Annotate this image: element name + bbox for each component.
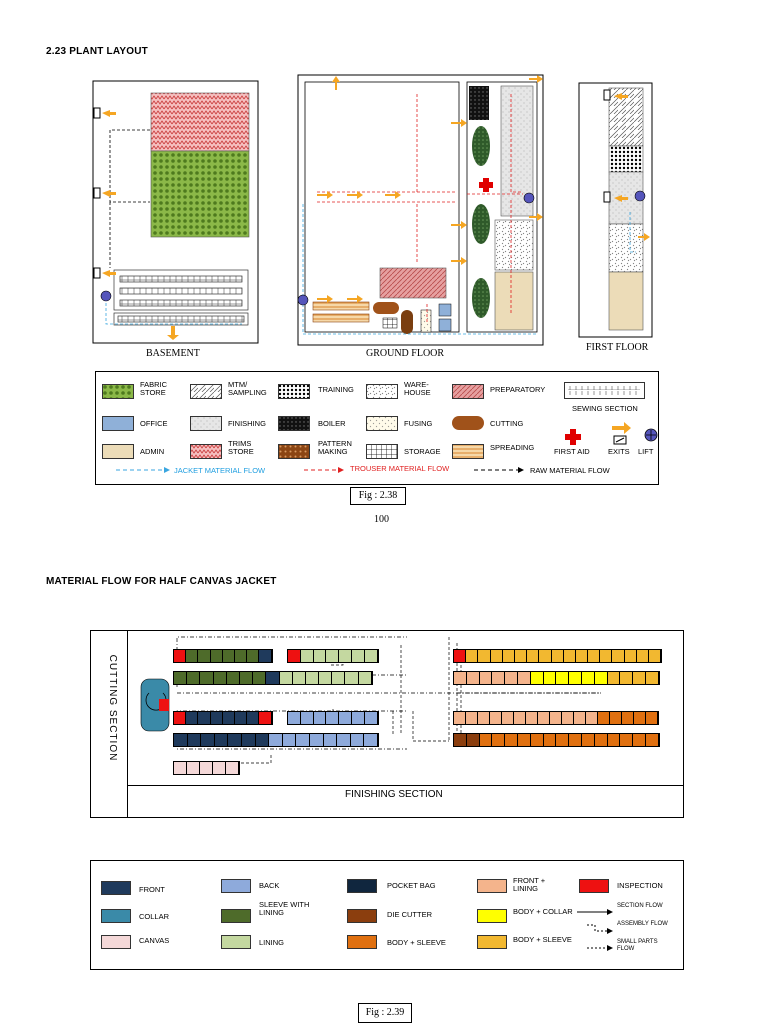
flow-cell: [188, 734, 202, 746]
flow-cell: [634, 712, 646, 724]
flow-cell: [365, 650, 378, 662]
legend-front-lining: FRONT + LINING: [513, 876, 546, 893]
flow-cell: [201, 734, 215, 746]
flow-cell: [454, 712, 466, 724]
flow-line: [173, 671, 373, 685]
swatch-lining: [221, 935, 251, 949]
first-floor-plan: [578, 82, 654, 338]
flow-cell: [490, 712, 502, 724]
flow-cell: [454, 734, 467, 746]
flow-cell: [174, 712, 186, 724]
legend-section-flow: SECTION FLOW: [617, 903, 663, 909]
finishing-section-label: FINISHING SECTION: [345, 789, 443, 800]
flow-line: [453, 671, 660, 685]
flow-cell: [240, 672, 253, 684]
fig-2-38-caption: Fig : 2.38: [350, 487, 406, 505]
flow-cell: [186, 650, 198, 662]
swatch-collar: [101, 909, 131, 923]
exit-icon: [610, 420, 632, 446]
flow-cell: [467, 734, 480, 746]
flow-cell: [314, 712, 327, 724]
flow-cell: [564, 650, 576, 662]
legend-preparatory: PREPARATORY: [490, 385, 546, 394]
legend-pocket-bag: POCKET BAG: [387, 881, 436, 890]
flow-cell: [339, 712, 352, 724]
legend-finishing: FINISHING: [228, 419, 266, 428]
swatch-body-sleeve-gold: [477, 935, 507, 949]
flow-cell: [296, 734, 310, 746]
flow-cell: [301, 712, 314, 724]
legend-collar: COLLAR: [139, 912, 170, 921]
flow-cell: [646, 734, 659, 746]
legend-assembly-flow: ASSEMBLY FLOW: [617, 921, 668, 927]
basement-plan: [92, 80, 260, 344]
flow-cell: [247, 650, 259, 662]
flow-cell: [582, 734, 595, 746]
flow-cell: [466, 650, 478, 662]
flow-cell: [198, 712, 210, 724]
flow-cell: [211, 650, 223, 662]
flow-cell: [608, 734, 621, 746]
flow-cell: [314, 650, 327, 662]
flow-cell: [256, 734, 270, 746]
swatch-sleeve-lining: [221, 909, 251, 923]
flow-cell: [454, 672, 467, 684]
flow-cell: [174, 762, 187, 774]
flow-cell: [625, 650, 637, 662]
flow-cell: [505, 734, 518, 746]
legend-sewing-section: SEWING SECTION: [572, 404, 638, 413]
flow-cell: [352, 712, 365, 724]
flow-cell: [608, 672, 621, 684]
flow-cell: [478, 650, 490, 662]
flow-cell: [283, 734, 297, 746]
flow-cell: [612, 650, 624, 662]
legend-pattern-making: PATTERN MAKING: [318, 439, 352, 456]
flow-cell: [319, 672, 332, 684]
legend-fabric-store: FABRIC STORE: [140, 380, 168, 397]
legend-raw-flow: RAW MATERIAL FLOW: [530, 466, 610, 475]
flow-cell: [364, 734, 378, 746]
flow-cell: [514, 712, 526, 724]
fabric-store-area: [151, 151, 249, 237]
flow-cell: [544, 734, 557, 746]
flow-cell: [552, 650, 564, 662]
flow-cell: [223, 650, 235, 662]
flow-cell: [518, 672, 531, 684]
legend-lift: LIFT: [638, 447, 654, 456]
trims-store-area: [151, 93, 249, 151]
legend-office: OFFICE: [140, 419, 168, 428]
flow-cell: [491, 650, 503, 662]
swatch-body-collar: [477, 909, 507, 923]
flow-cell: [527, 650, 539, 662]
flow-cell: [288, 650, 301, 662]
flow-cell: [637, 650, 649, 662]
legend-exits: EXITS: [608, 447, 630, 456]
flow-cell: [539, 650, 551, 662]
flow-cell: [326, 650, 339, 662]
flow-cell: [502, 712, 514, 724]
flow-cell: [620, 734, 633, 746]
legend-warehouse: WARE- HOUSE: [404, 380, 431, 397]
legend-cutting: CUTTING: [490, 419, 524, 428]
flow-cell: [228, 734, 242, 746]
flow-cell: [550, 712, 562, 724]
flow-cell: [595, 734, 608, 746]
flow-cell: [480, 672, 493, 684]
swatch-front-lining: [477, 879, 507, 893]
flow-cell: [288, 712, 301, 724]
legend-storage: STORAGE: [404, 447, 441, 456]
flow-cell: [588, 650, 600, 662]
flow-line: [453, 649, 662, 663]
swatch-canvas: [101, 935, 131, 949]
swatch-admin: [102, 444, 134, 459]
basement-label: BASEMENT: [146, 348, 200, 359]
flow-cell: [215, 734, 229, 746]
flow-cell: [332, 672, 345, 684]
flow-cell: [235, 712, 247, 724]
flow-cell: [600, 650, 612, 662]
flow-cell: [324, 734, 338, 746]
flow-cell: [352, 650, 365, 662]
flow-cell: [359, 672, 372, 684]
flow-cell: [454, 650, 466, 662]
flow-cell: [556, 672, 569, 684]
flow-cell: [646, 672, 659, 684]
section-title-plant-layout: 2.23 PLANT LAYOUT: [46, 46, 148, 57]
legend-jacket-flow: JACKET MATERIAL FLOW: [174, 466, 266, 475]
fig-2-39-caption: Fig : 2.39: [358, 1003, 412, 1023]
flow-cell: [235, 650, 247, 662]
flow-line: [173, 761, 240, 775]
flow-cell: [633, 672, 646, 684]
flow-cell: [492, 672, 505, 684]
flow-cell: [562, 712, 574, 724]
legend-body-sleeve: BODY + SLEEVE: [387, 938, 446, 947]
flow-cell: [480, 734, 493, 746]
first-aid-icon: [564, 428, 582, 446]
flow-cell: [598, 712, 610, 724]
flow-cell: [247, 712, 259, 724]
flow-cell: [227, 672, 240, 684]
flow-cell: [198, 650, 210, 662]
flow-cell: [253, 672, 266, 684]
legend-mtm-sampling: MTM/ SAMPLING: [228, 380, 267, 397]
flow-cell: [306, 672, 319, 684]
flow-cell: [595, 672, 608, 684]
flow-line: [173, 711, 273, 725]
flow-cell: [223, 712, 235, 724]
swatch-cutting: [452, 416, 484, 430]
legend-fusing: FUSING: [404, 419, 433, 428]
flow-cell: [574, 712, 586, 724]
flow-cell: [174, 734, 188, 746]
flow-cell: [280, 672, 293, 684]
material-flow-diagram: [90, 630, 684, 818]
legend-canvas: CANVAS: [139, 936, 170, 945]
flow-cell: [633, 734, 646, 746]
plant-layout-legend: [95, 371, 659, 485]
legend-spreading: SPREADING: [490, 443, 535, 452]
flow-cell: [200, 762, 213, 774]
swatch-inspection: [579, 879, 609, 893]
flow-line: [453, 733, 660, 747]
flow-cell: [582, 672, 595, 684]
page-number: 100: [374, 514, 389, 525]
flow-cell: [569, 734, 582, 746]
flow-cell: [345, 672, 358, 684]
flow-cell: [515, 650, 527, 662]
flow-cell: [620, 672, 633, 684]
cutting-section-label: CUTTING SECTION: [107, 654, 118, 762]
flow-cell: [646, 712, 658, 724]
flow-cell: [242, 734, 256, 746]
flow-cell: [503, 650, 515, 662]
flow-cell: [365, 712, 378, 724]
flow-cell: [259, 650, 271, 662]
flow-cell: [187, 762, 200, 774]
flow-cell: [269, 734, 283, 746]
flow-cell: [556, 734, 569, 746]
legend-die-cutter: DIE CUTTER: [387, 910, 432, 919]
swatch-pocket-bag: [347, 879, 377, 893]
swatch-office: [102, 416, 134, 431]
legend-back: BACK: [259, 881, 280, 890]
flow-cell: [266, 672, 279, 684]
flow-cell: [339, 650, 352, 662]
section-title-material-flow: MATERIAL FLOW FOR HALF CANVAS JACKET: [46, 576, 277, 587]
flow-cell: [622, 712, 634, 724]
flow-cell: [301, 650, 314, 662]
flow-cell: [526, 712, 538, 724]
flow-cell: [576, 650, 588, 662]
legend-trouser-flow: TROUSER MATERIAL FLOW: [350, 464, 450, 473]
legend-sleeve-lining: SLEEVE WITH LINING: [259, 900, 310, 917]
flow-cell: [326, 712, 339, 724]
ground-floor-label: GROUND FLOOR: [366, 348, 445, 359]
flow-cell: [586, 712, 598, 724]
flow-cell: [531, 672, 544, 684]
flow-cell: [649, 650, 661, 662]
legend-first-aid: FIRST AID: [554, 447, 590, 456]
legend-body-sleeve-2: BODY + SLEEVE: [513, 935, 572, 944]
flow-cell: [200, 672, 213, 684]
flow-cell: [337, 734, 351, 746]
legend-training: TRAINING: [318, 385, 354, 394]
ground-floor-plan: [297, 74, 547, 346]
flow-line: [287, 711, 379, 725]
legend-lining: LINING: [259, 938, 285, 947]
swatch-back: [221, 879, 251, 893]
flow-line: [173, 649, 273, 663]
flow-cell: [538, 712, 550, 724]
swatch-front: [101, 881, 131, 895]
flow-cell: [214, 672, 227, 684]
flow-cell: [466, 712, 478, 724]
flow-cell: [186, 712, 198, 724]
flow-cell: [505, 672, 518, 684]
flow-cell: [310, 734, 324, 746]
flow-cell: [351, 734, 365, 746]
flow-line: [453, 711, 659, 725]
flow-line: [173, 733, 379, 747]
flow-cell: [492, 734, 505, 746]
flow-cell: [531, 734, 544, 746]
material-flow-legend: [90, 860, 684, 970]
flow-cell: [467, 672, 480, 684]
flow-cell: [174, 650, 186, 662]
legend-trims-store: TRIMS STORE: [228, 439, 254, 456]
lift-icon: [644, 428, 658, 442]
legend-front: FRONT: [139, 885, 165, 894]
legend-admin: ADMIN: [140, 447, 165, 456]
legend-small-parts-flow: SMALL PARTS FLOW: [617, 939, 658, 952]
swatch-die-cutter: [347, 909, 377, 923]
legend-body-collar: BODY + COLLAR: [513, 907, 573, 916]
flow-cell: [610, 712, 622, 724]
legend-boiler: BOILER: [318, 419, 346, 428]
first-floor-label: FIRST FLOOR: [586, 342, 649, 353]
flow-cell: [213, 762, 226, 774]
flow-cell: [293, 672, 306, 684]
flow-cell: [259, 712, 271, 724]
flow-line: [287, 649, 379, 663]
flow-cell: [187, 672, 200, 684]
legend-inspection: INSPECTION: [617, 881, 663, 890]
flow-cell: [569, 672, 582, 684]
flow-cell: [211, 712, 223, 724]
flow-cell: [478, 712, 490, 724]
flow-cell: [544, 672, 557, 684]
swatch-body-sleeve: [347, 935, 377, 949]
flow-cell: [226, 762, 239, 774]
flow-cell: [174, 672, 187, 684]
flow-cell: [518, 734, 531, 746]
